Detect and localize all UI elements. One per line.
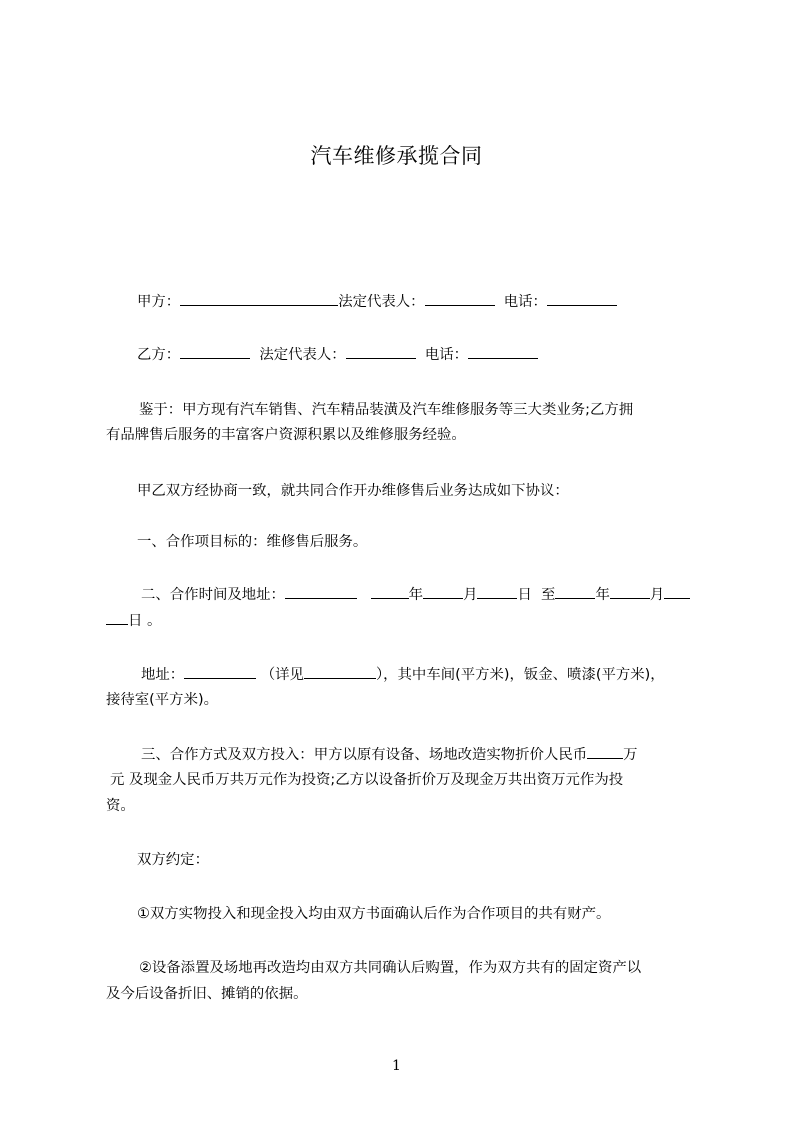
end-year-blank [555, 584, 595, 599]
party-b-name-blank [180, 344, 250, 359]
address-line-2: 接待室(平方米)。 [106, 692, 218, 708]
document-title: 汽车维修承揽合同 [310, 144, 483, 168]
address-blank [184, 664, 256, 679]
clause-2-line-1 [141, 584, 690, 605]
party-a-label: 甲方： [137, 294, 181, 310]
clause-3-line-1 [141, 744, 638, 765]
clause-3-line-3: 资。 [106, 798, 135, 814]
start-month-label: 月 [463, 587, 478, 603]
end-year-label: 年 [595, 587, 610, 603]
clause-2-label: 二、合作时间及地址： [141, 587, 285, 603]
clause-1: 一、合作项目标的：维修售后服务。 [137, 534, 368, 550]
party-b-rep-blank [346, 344, 416, 359]
agreement-intro: 甲乙双方经协商一致，就共同合作开办维修售后业务达成如下协议： [137, 483, 569, 499]
party-b-phone-label: 电话： [424, 347, 469, 363]
clause-3-text: 三、合作方式及双方投入：甲方以原有设备、场地改造实物折价人民币 [141, 747, 588, 763]
end-month-label: 月 [649, 587, 665, 603]
start-year-label: 年 [408, 587, 424, 603]
address-label: 地址： [141, 667, 185, 683]
address-see-close: ），其中车间(平方米)，钣金、喷漆(平方米)， [375, 667, 665, 683]
party-b-line [137, 344, 538, 365]
agreement-item-2-line-1: ②设备添置及场地再改造均由双方共同确认后购置，作为双方共有的固定资产以 [139, 960, 642, 976]
end-day-label: 日 。 [128, 613, 162, 629]
end-day-blank-part-2 [106, 610, 128, 625]
clause-3-amount-blank [587, 744, 623, 759]
start-year-blank [371, 584, 409, 599]
address-line-1 [141, 664, 665, 685]
whereas-line-2: 有品牌售后服务的丰富客户资源积累以及维修服务经验。 [106, 427, 466, 443]
clause-3-wan: 万 [623, 747, 638, 763]
agreement-item-1: ①双方实物投入和现金投入均由双方书面确认后作为合作项目的共有财产。 [137, 906, 611, 922]
party-b-phone-blank [468, 344, 538, 359]
party-b-rep-label: 法定代表人： [259, 347, 346, 363]
end-month-blank [610, 584, 650, 599]
party-a-rep-label: 法定代表人： [338, 294, 425, 310]
party-a-line [137, 291, 617, 312]
address-see-blank [304, 664, 376, 679]
end-day-blank-part-1 [664, 584, 690, 599]
party-a-phone-label: 电话： [503, 294, 547, 310]
whereas-line-1: 鉴于：甲方现有汽车销售、汽车精品装潢及汽车维修服务等三大类业务;乙方拥 [139, 402, 634, 418]
clause-2-line-2 [106, 610, 161, 631]
clause-3-line-2: 元 及现金人民币万共万元作为投资;乙方以设备折价万及现金万共出资万元作为投 [110, 772, 624, 788]
mutual-agreement-heading: 双方约定： [137, 852, 209, 868]
to-label: 至 [541, 587, 556, 603]
party-a-phone-blank [547, 291, 617, 306]
page-number: 1 [392, 1058, 401, 1074]
start-month-blank [423, 584, 463, 599]
address-see-open: （详见 [260, 667, 304, 683]
party-b-label: 乙方： [137, 347, 181, 363]
agreement-item-2-line-2: 及今后设备折旧、摊销的依据。 [106, 986, 308, 1002]
party-a-name-blank [180, 291, 338, 306]
clause-2-address-blank [285, 584, 357, 599]
start-day-blank [477, 584, 517, 599]
start-day-label: 日 [517, 587, 532, 603]
party-a-rep-blank [425, 291, 495, 306]
